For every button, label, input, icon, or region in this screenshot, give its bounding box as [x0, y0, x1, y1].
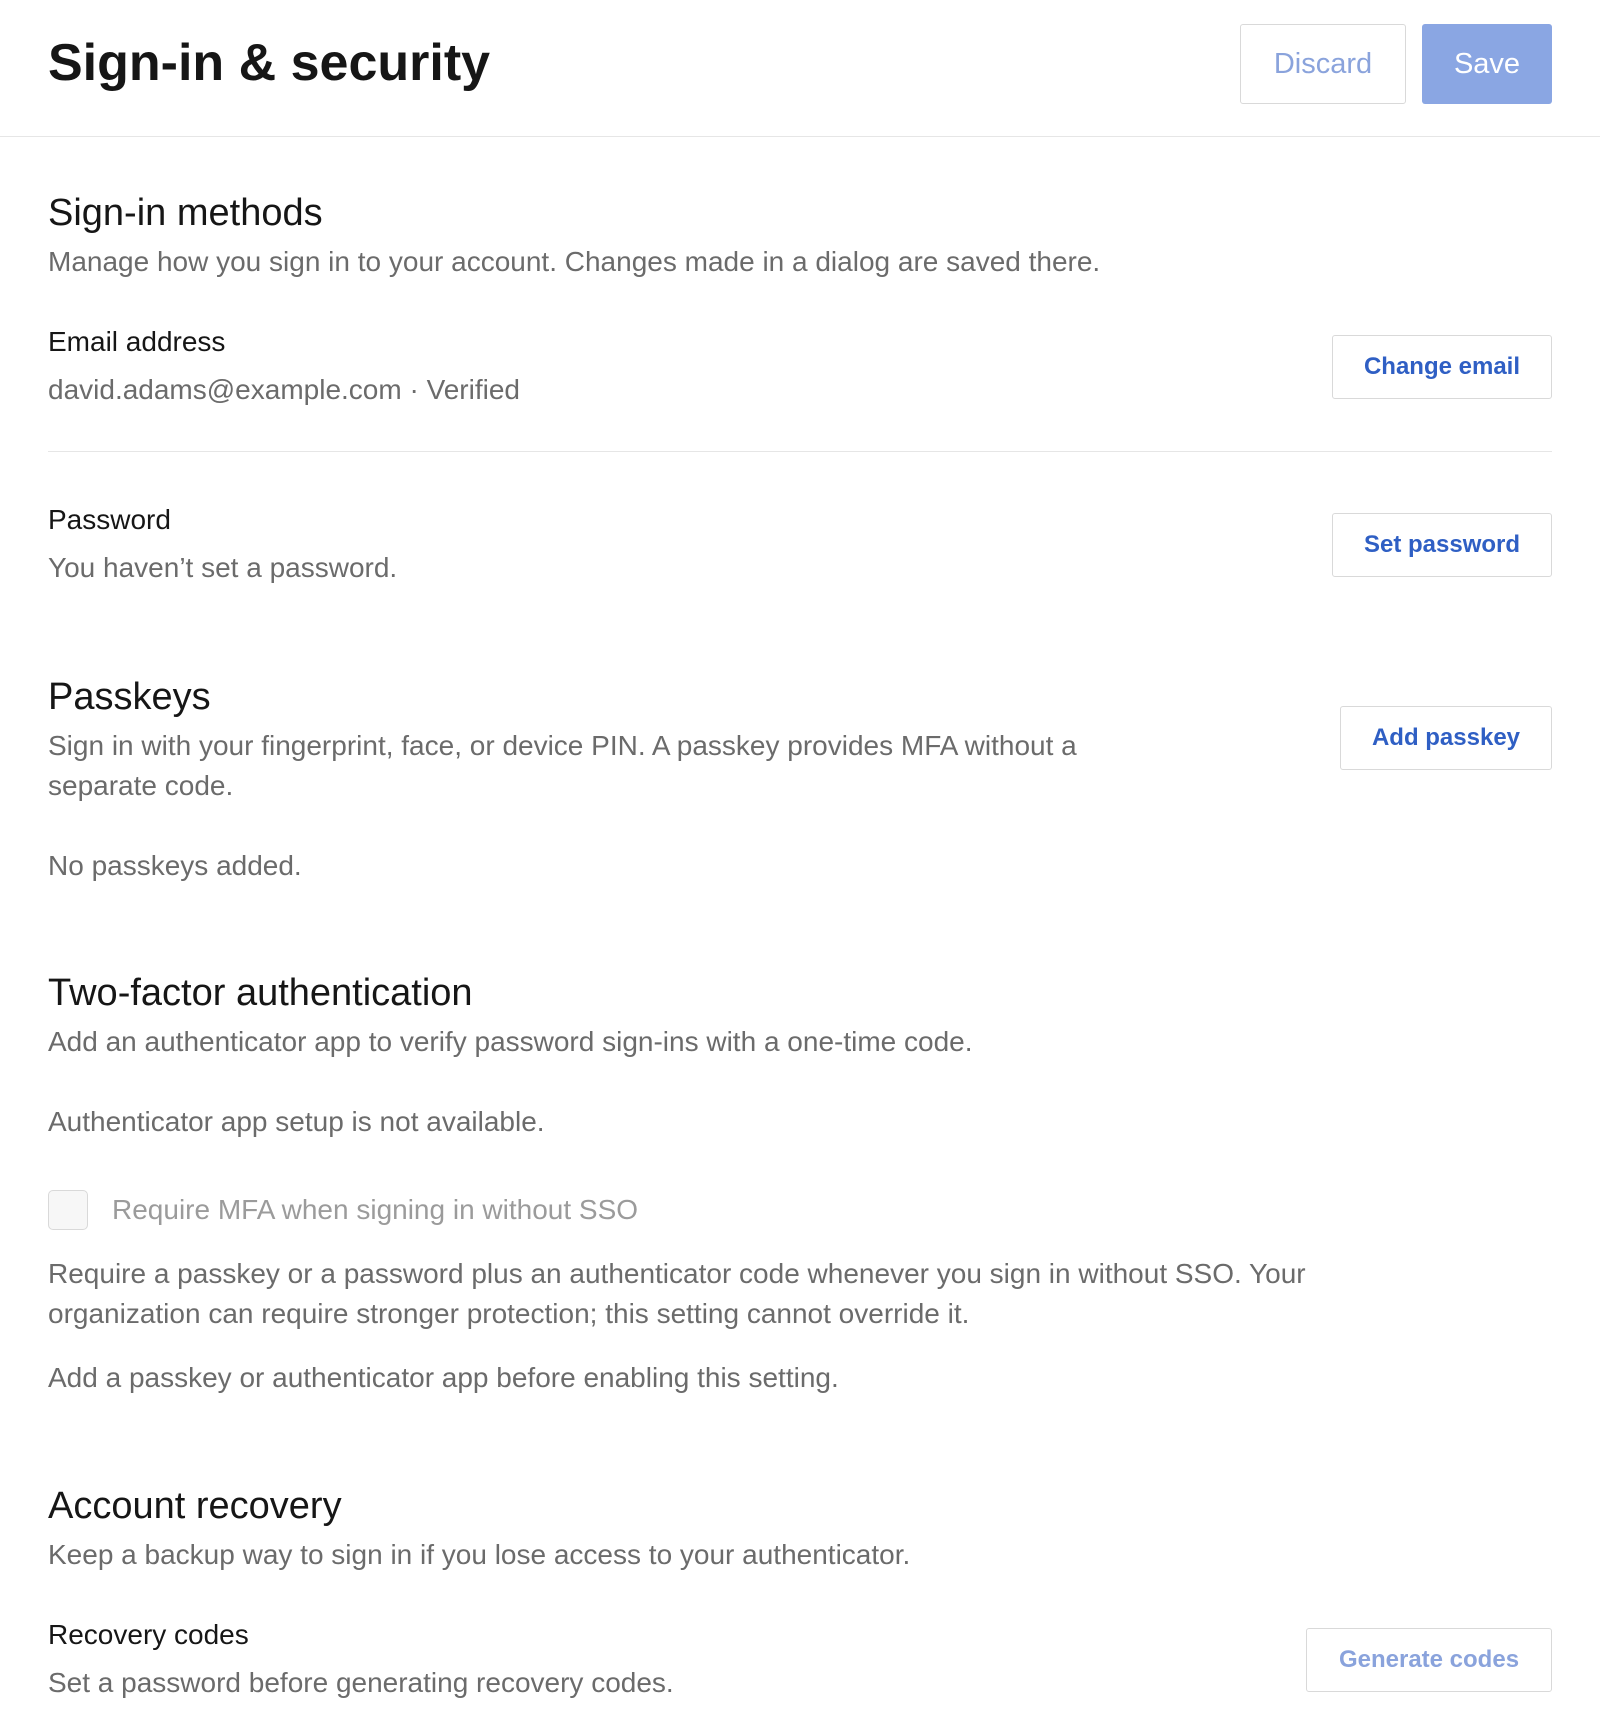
authenticator-unavailable-text: Authenticator app setup is not available. [48, 1106, 545, 1137]
divider [48, 451, 1552, 452]
recovery-codes-value: Set a password before generating recovery codes. [48, 1667, 674, 1698]
require-mfa-hint: Add a passkey or authenticator app before enabling this setting. [48, 1362, 839, 1393]
section-title-passkeys: Passkeys [48, 676, 211, 718]
passkeys-empty-text: No passkeys added. [48, 850, 302, 881]
add-passkey-button[interactable]: Add passkey [1340, 706, 1552, 770]
email-label: Email address [48, 326, 226, 357]
passkeys-description-line-2: separate code. [48, 770, 234, 801]
recovery-codes-label: Recovery codes [48, 1619, 249, 1650]
require-mfa-label: Require MFA when signing in without SSO [112, 1194, 639, 1225]
section-title-two-factor: Two-factor authentication [48, 972, 473, 1014]
require-mfa-description-line-1: Require a passkey or a password plus an authenticator code whenever you sign in without SSO. Your [48, 1258, 1306, 1289]
password-label: Password [48, 504, 171, 535]
email-value: david.adams@example.com · Verified [48, 374, 520, 405]
change-email-button[interactable]: Change email [1332, 335, 1552, 399]
set-password-button[interactable]: Set password [1332, 513, 1552, 577]
save-button[interactable]: Save [1422, 24, 1552, 104]
passkeys-description-line-1: Sign in with your fingerprint, face, or device PIN. A passkey provides MFA without a [48, 730, 1077, 761]
section-title-account-recovery: Account recovery [48, 1485, 342, 1527]
page-title: Sign-in & security [48, 34, 491, 92]
two-factor-description: Add an authenticator app to verify password sign-ins with a one-time code. [48, 1026, 973, 1057]
password-value: You haven’t set a password. [48, 552, 398, 583]
generate-codes-button[interactable]: Generate codes [1306, 1628, 1552, 1692]
discard-button[interactable]: Discard [1240, 24, 1406, 104]
account-recovery-description: Keep a backup way to sign in if you lose access to your authenticator. [48, 1539, 911, 1570]
require-mfa-checkbox[interactable] [48, 1190, 88, 1230]
page-header [0, 0, 1600, 137]
section-description-sign-in-methods: Manage how you sign in to your account. Changes made in a dialog are saved there. [48, 246, 1101, 277]
require-mfa-description-line-2: organization can require stronger protection; this setting cannot override it. [48, 1298, 970, 1329]
section-title-sign-in-methods: Sign-in methods [48, 192, 323, 234]
